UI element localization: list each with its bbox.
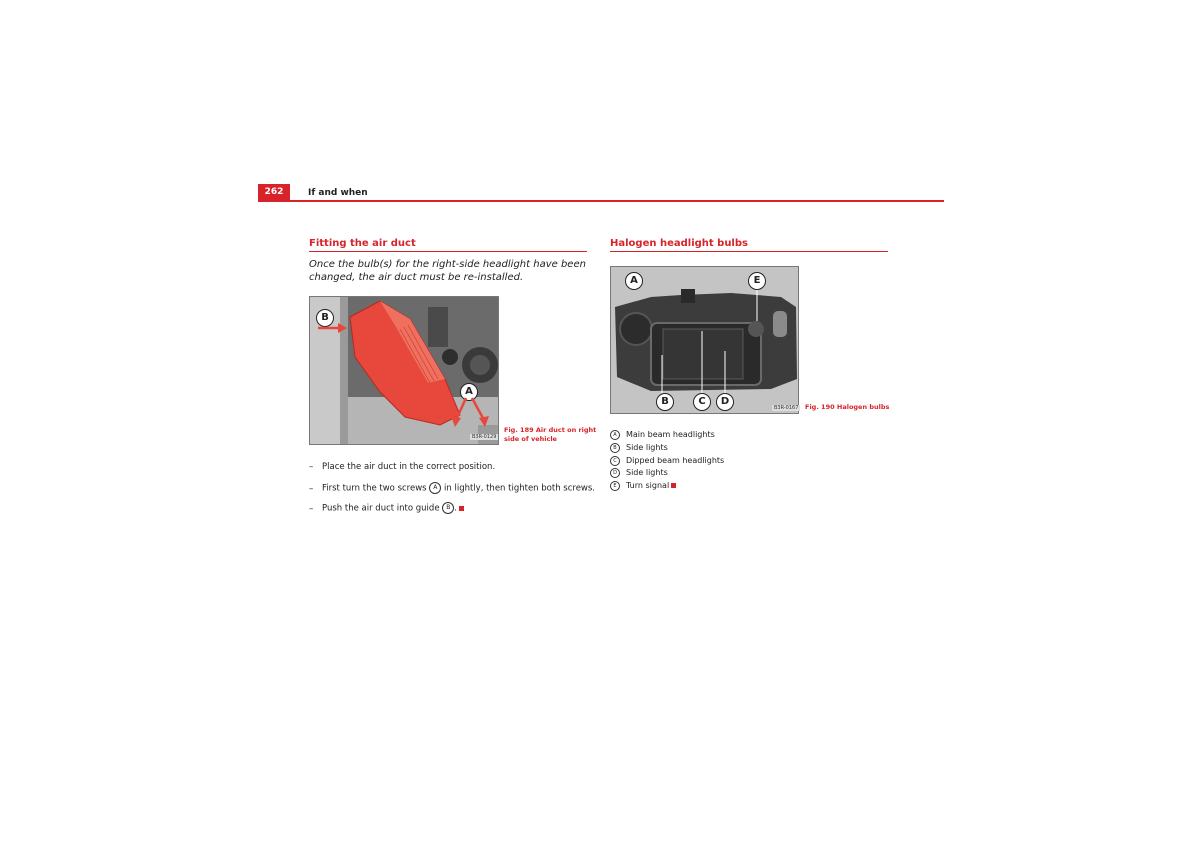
marker-e: E bbox=[610, 481, 620, 491]
step-text: Place the air duct in the correct position. bbox=[322, 462, 496, 472]
figure-label-a: A bbox=[460, 383, 478, 401]
legend-text: Dipped beam headlights bbox=[626, 456, 725, 465]
step-dash: – bbox=[309, 462, 314, 472]
figure-label-b: B bbox=[316, 309, 334, 327]
section-title-air-duct: Fitting the air duct bbox=[309, 238, 416, 249]
legend-item-d bbox=[610, 467, 668, 479]
end-of-section-icon bbox=[459, 506, 464, 511]
section-rule bbox=[309, 251, 587, 252]
step-3 bbox=[309, 502, 464, 514]
running-header: If and when bbox=[308, 188, 368, 198]
caption-line: Fig. 189 Air duct on right bbox=[504, 426, 597, 434]
step-dash: – bbox=[309, 483, 314, 494]
figure-label-e: E bbox=[748, 272, 766, 290]
step-2 bbox=[309, 482, 595, 494]
figure-caption-189 bbox=[504, 426, 596, 444]
marker-a: A bbox=[610, 430, 620, 440]
marker-b: B bbox=[610, 443, 620, 453]
figure-code: B3R-0167 bbox=[774, 405, 799, 411]
legend-item-a bbox=[610, 429, 715, 441]
marker-d: D bbox=[610, 468, 620, 478]
legend-text: Side lights bbox=[626, 443, 668, 452]
figure-code: B3R-0129 bbox=[472, 434, 497, 440]
step-text: in lightly, then tighten both screws. bbox=[444, 483, 596, 494]
marker-a: A bbox=[429, 482, 441, 494]
intro-text: Once the bulb(s) for the right-side headlight have been changed, the air duct must be re-installed. bbox=[309, 259, 586, 283]
figure-label-c: C bbox=[693, 393, 711, 411]
figure-caption-190: Fig. 190 Halogen bulbs bbox=[805, 403, 890, 411]
step-1 bbox=[309, 462, 495, 472]
caption-line: side of vehicle bbox=[504, 435, 557, 443]
headlight-illustration bbox=[611, 267, 798, 413]
step-text: First turn the two screws bbox=[322, 483, 427, 494]
legend-text: Main beam headlights bbox=[626, 430, 715, 439]
header-rule bbox=[258, 200, 944, 202]
legend-text: Turn signal bbox=[626, 481, 670, 490]
page-number: 262 bbox=[258, 184, 290, 201]
step-dash: – bbox=[309, 503, 314, 514]
figure-label-a: A bbox=[625, 272, 643, 290]
step-text: Push the air duct into guide bbox=[322, 503, 440, 514]
marker-b: B bbox=[442, 502, 454, 514]
arrow-down-icon bbox=[448, 396, 492, 428]
section-title-halogen: Halogen headlight bulbs bbox=[610, 238, 748, 249]
step-text: . bbox=[454, 503, 457, 514]
legend-text: Side lights bbox=[626, 468, 668, 477]
section-rule bbox=[610, 251, 888, 252]
figure-label-d: D bbox=[716, 393, 734, 411]
legend-item-e bbox=[610, 480, 676, 492]
legend-item-b bbox=[610, 442, 668, 454]
marker-c: C bbox=[610, 456, 620, 466]
figure-label-b: B bbox=[656, 393, 674, 411]
legend-item-c bbox=[610, 455, 724, 467]
arrow-right-icon bbox=[318, 320, 348, 336]
end-of-section-icon bbox=[671, 483, 676, 488]
